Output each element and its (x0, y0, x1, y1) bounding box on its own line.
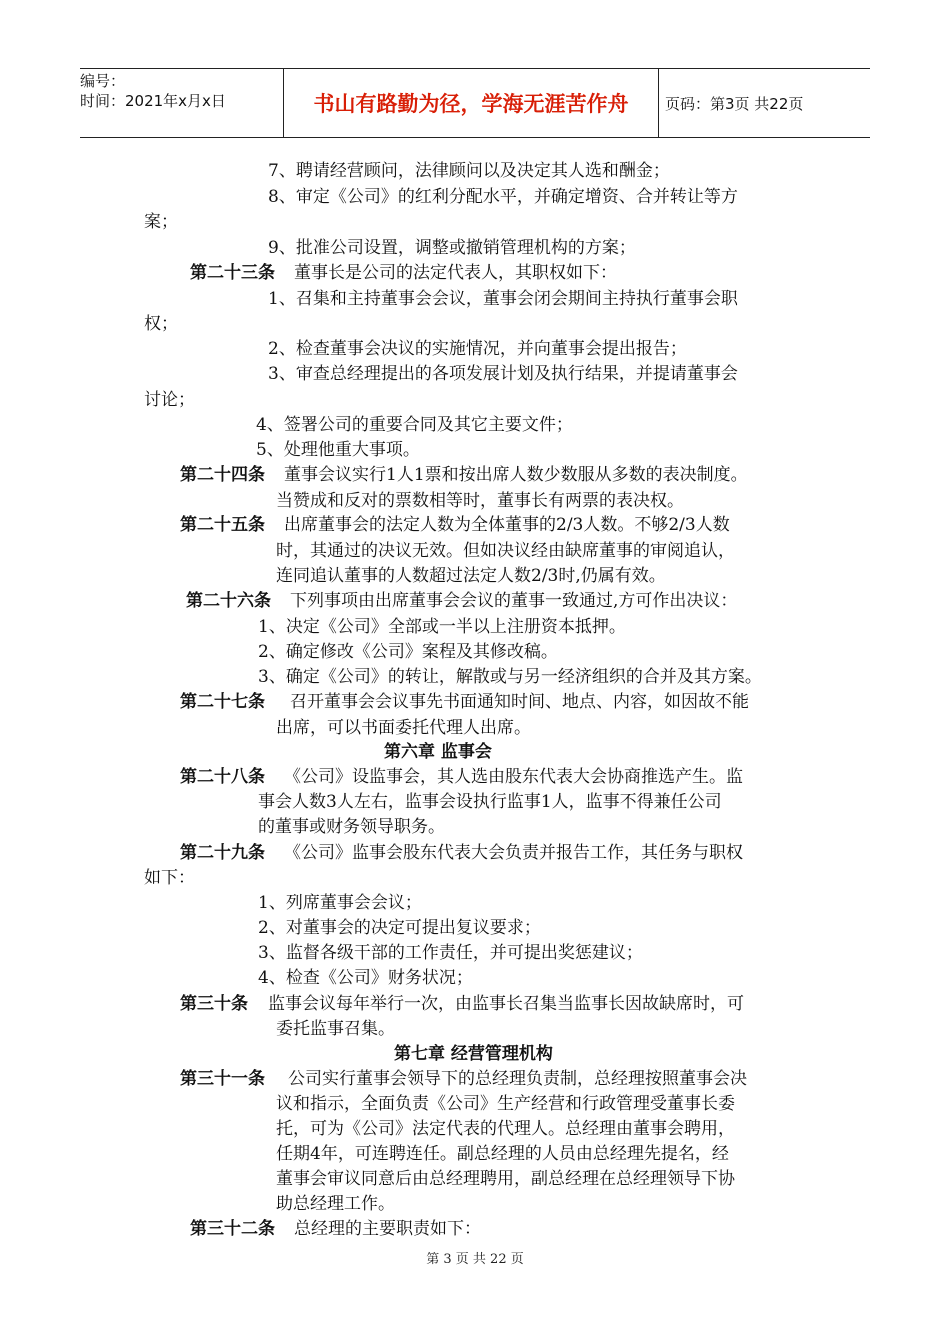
article-heading: 第二十五条 (180, 515, 265, 535)
text-line: 8、审定《公司》的红利分配水平，并确定增资、合并转让等方 (268, 187, 738, 207)
text-line: 4、检查《公司》财务状况； (258, 968, 473, 988)
text-line: 事会人数3人左右，监事会设执行监事1人，监事不得兼任公司 (258, 792, 722, 812)
text-line: 出席，可以书面委托代理人出席。 (276, 718, 531, 738)
text-line: 2、检查董事会决议的实施情况，并向董事会提出报告； (268, 339, 687, 359)
article-heading: 第三十一条 (180, 1069, 265, 1089)
chapter-title: 第七章 经营管理机构 (394, 1044, 553, 1064)
text-line: 3、确定《公司》的转让，解散或与另一经济组织的合并及其方案。 (258, 667, 762, 687)
text-line: 7、聘请经营顾问，法律顾问以及决定其人选和酬金； (268, 161, 670, 181)
text-line: 2、对董事会的决定可提出复议要求； (258, 918, 541, 938)
text-line: 1、决定《公司》全部或一半以上注册资本抵押。 (258, 617, 626, 637)
text-line: 9、批准公司设置，调整或撤销管理机构的方案； (268, 238, 636, 258)
header-motto: 书山有路勤为径，学海无涯苦作舟 (284, 69, 659, 137)
page-footer: 第 3 页 共 22 页 (426, 1252, 524, 1267)
text-line: 当赞成和反对的票数相等时，董事长有两票的表决权。 (276, 491, 684, 511)
text-line: 公司实行董事会领导下的总经理负责制，总经理按照董事会决 (288, 1069, 747, 1089)
text-line: 连同追认董事的人数超过法定人数2/3时,仍属有效。 (276, 566, 666, 586)
text-line: 任期4年，可连聘连任。副总经理的人员由总经理先提名，经 (276, 1144, 729, 1164)
header-page-indicator: 页码：第3页 共22页 (665, 94, 804, 113)
text-line: 2、确定修改《公司》案程及其修改稿。 (258, 642, 558, 662)
text-line: 助总经理工作。 (276, 1194, 395, 1214)
document-number-label: 编号： (80, 72, 126, 90)
text-line: 案； (144, 212, 178, 232)
text-line: 3、审查总经理提出的各项发展计划及执行结果，并提请董事会 (268, 364, 738, 384)
text-line: 《公司》设监事会，其人选由股东代表大会协商推选产生。监 (284, 767, 743, 787)
text-line: 董事会审议同意后由总经理聘用，副总经理在总经理领导下协 (276, 1169, 735, 1189)
article-heading: 第二十四条 (180, 465, 265, 485)
text-line: 总经理的主要职责如下： (294, 1219, 481, 1239)
text-line: 委托监事召集。 (276, 1019, 395, 1039)
text-line: 《公司》监事会股东代表大会负责并报告工作，其任务与职权 (284, 843, 743, 863)
text-line: 时，其通过的决议无效。但如决议经由缺席董事的审阅追认， (276, 541, 735, 561)
text-line: 召开董事会会议事先书面通知时间、地点、内容，如因故不能 (290, 692, 749, 712)
article-heading: 第二十七条 (180, 692, 265, 712)
document-date-label: 时间：2021年x月x日 (80, 92, 226, 110)
text-line: 监事会议每年举行一次，由监事长召集当监事长因故缺席时，可 (268, 994, 744, 1014)
text-line: 议和指示，全面负责《公司》生产经营和行政管理受董事长委 (276, 1094, 735, 1114)
text-line: 1、列席董事会会议； (258, 893, 422, 913)
text-line: 董事会议实行1人1票和按出席人数少数服从多数的表决制度。 (284, 465, 748, 485)
text-line: 权； (144, 314, 178, 334)
header-meta (80, 69, 284, 137)
text-line: 下列事项由出席董事会会议的董事一致通过,方可作出决议： (290, 591, 738, 611)
article-heading: 第二十三条 (190, 263, 275, 283)
article-heading: 第二十八条 (180, 767, 265, 787)
text-line: 讨论； (144, 390, 195, 410)
article-heading: 第二十六条 (186, 591, 271, 611)
text-line: 如下： (144, 868, 195, 888)
text-line: 3、监督各级干部的工作责任，并可提出奖惩建议； (258, 943, 643, 963)
page-header (80, 68, 870, 138)
article-heading: 第三十条 (180, 994, 248, 1014)
text-line: 4、签署公司的重要合同及其它主要文件； (256, 415, 573, 435)
text-line: 5、处理他重大事项。 (256, 440, 420, 460)
article-heading: 第二十九条 (180, 843, 265, 863)
text-line: 托，可为《公司》法定代表的代理人。总经理由董事会聘用， (276, 1119, 735, 1139)
chapter-title: 第六章 监事会 (384, 742, 492, 762)
article-heading: 第三十二条 (190, 1219, 275, 1239)
text-line: 董事长是公司的法定代表人，其职权如下： (294, 263, 617, 283)
text-line: 的董事或财务领导职务。 (258, 817, 445, 837)
text-line: 1、召集和主持董事会会议，董事会闭会期间主持执行董事会职 (268, 289, 738, 309)
text-line: 出席董事会的法定人数为全体董事的2/3人数。不够2/3人数 (284, 515, 730, 535)
